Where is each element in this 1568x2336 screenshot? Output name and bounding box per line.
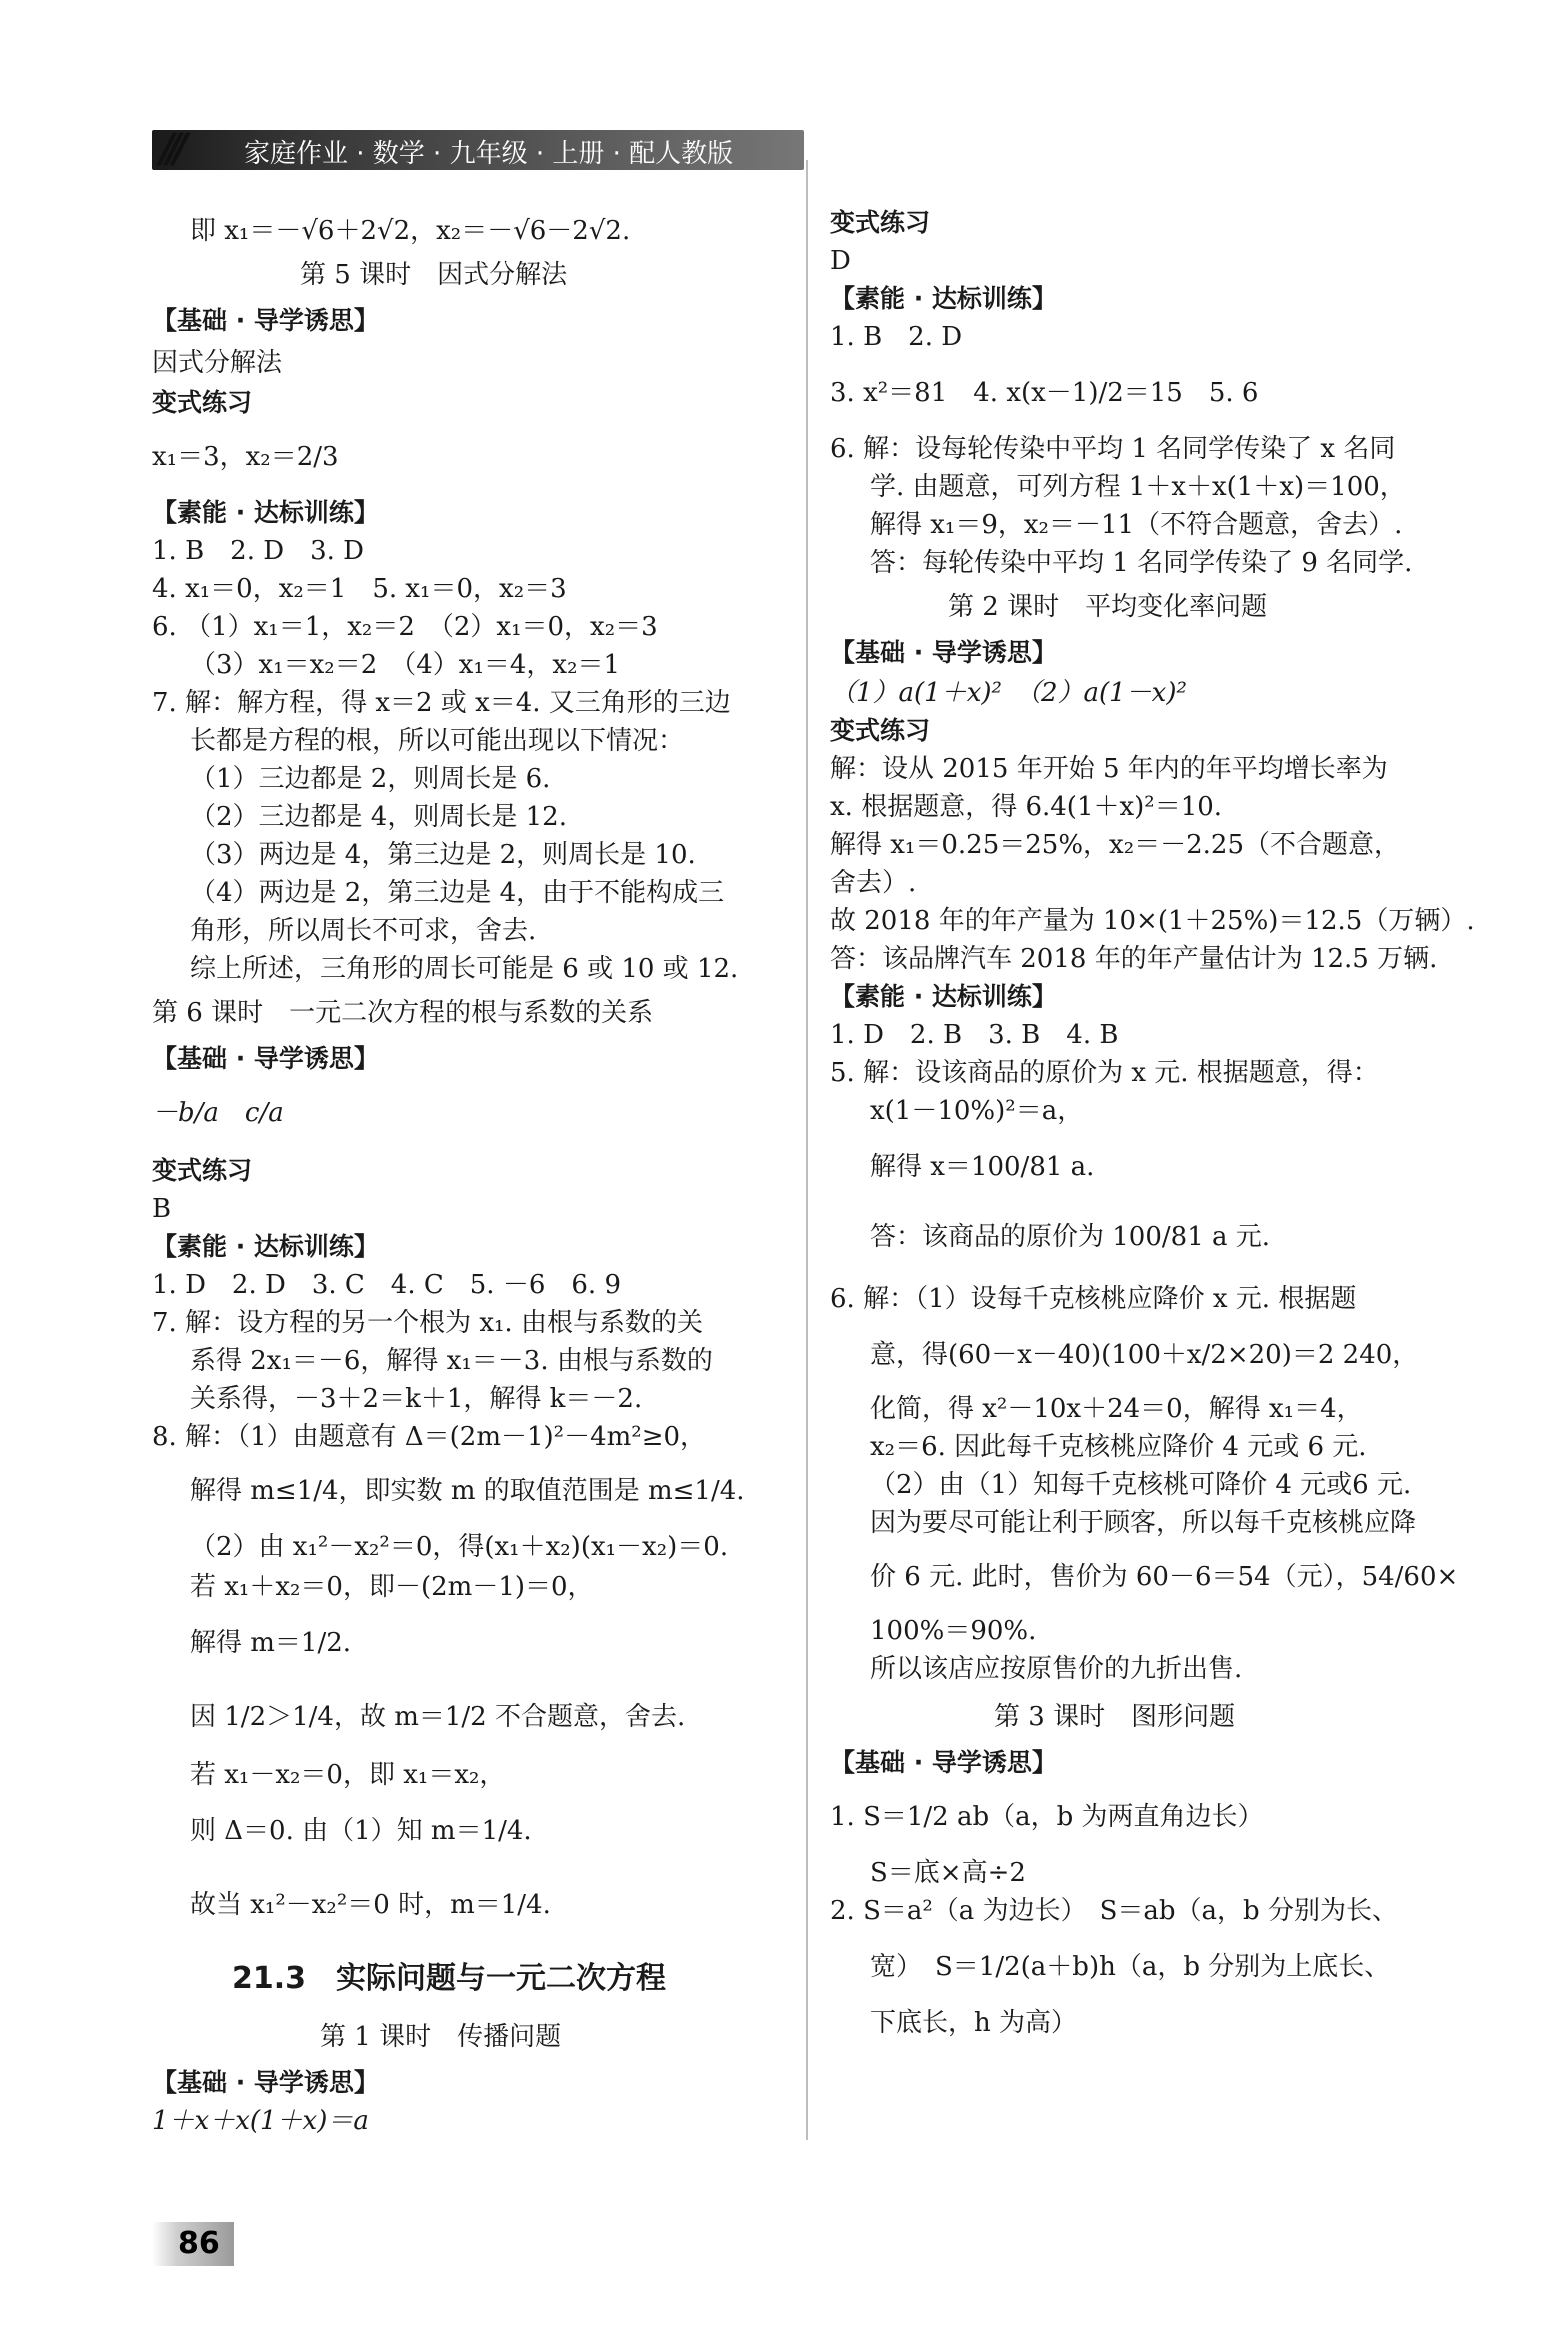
section-heading: 【基础 · 导学诱思】 <box>830 638 1057 667</box>
text-line: 因为要尽可能让利于顾客，所以每千克核桃应降 <box>870 1508 1417 1538</box>
page-number: 86 <box>178 2226 220 2261</box>
text-line: 所以该店应按原售价的九折出售. <box>870 1654 1243 1684</box>
column-divider <box>806 160 808 2140</box>
text-line: 系得 2x₁＝－6，解得 x₁＝－3. 由根与系数的 <box>190 1346 713 1376</box>
section-heading: 【素能 · 达标训练】 <box>830 982 1057 1011</box>
text-line: 角形，所以周长不可求，舍去. <box>190 916 537 946</box>
text-line: （2）由 x₁²－x₂²＝0，得(x₁＋x₂)(x₁－x₂)＝0. <box>190 1532 729 1562</box>
section-heading: 【基础 · 导学诱思】 <box>152 1044 379 1073</box>
text-line: 故当 x₁²－x₂²＝0 时，m＝1/4. <box>190 1890 551 1920</box>
text-line: 若 x₁＋x₂＝0，即－(2m－1)＝0， <box>190 1572 594 1602</box>
text-line: （1）a(1＋x)² （2）a(1－x)² <box>830 678 1187 708</box>
text-line: 1. D 2. D 3. C 4. C 5. －6 6. 9 <box>152 1270 621 1300</box>
text-line: （2）由（1）知每千克核桃可降价 4 元或6 元. <box>870 1470 1412 1500</box>
text-line: 4. x₁＝0，x₂＝1 5. x₁＝0，x₂＝3 <box>152 574 567 604</box>
section-heading: 【素能 · 达标训练】 <box>830 284 1057 313</box>
text-line: 1. S＝1/2 ab（a，b 为两直角边长） <box>830 1802 1264 1832</box>
text-line: （2）三边都是 4，则周长是 12. <box>190 802 567 832</box>
text-line: 解得 x₁＝9，x₂＝－11（不符合题意，舍去）. <box>870 510 1403 540</box>
section-title: 第 5 课时 因式分解法 <box>300 260 568 290</box>
text-line: 1. B 2. D <box>830 322 963 352</box>
text-line: x₁＝3，x₂＝2/3 <box>152 442 339 472</box>
text-line: 7. 解：解方程，得 x＝2 或 x＝4. 又三角形的三边 <box>152 688 731 718</box>
section-heading: 【基础 · 导学诱思】 <box>830 1748 1057 1777</box>
text-line: 7. 解：设方程的另一个根为 x₁. 由根与系数的关 <box>152 1308 703 1338</box>
text-line: 宽） S＝1/2(a＋b)h（a，b 分别为上底长、 <box>870 1952 1391 1982</box>
text-line: D <box>830 246 851 276</box>
text-line: －b/a c/a <box>152 1098 284 1128</box>
text-line: 答：该品牌汽车 2018 年的年产量估计为 12.5 万辆. <box>830 944 1438 974</box>
text-line: 关系得，－3＋2＝k＋1，解得 k＝－2. <box>190 1384 643 1414</box>
text-line: （1）三边都是 2，则周长是 6. <box>190 764 551 794</box>
section-heading: 【基础 · 导学诱思】 <box>152 2068 379 2097</box>
section-heading: 【素能 · 达标训练】 <box>152 1232 379 1261</box>
section-heading: 【素能 · 达标训练】 <box>152 498 379 527</box>
header-title: 家庭作业 · 数学 · 九年级 · 上册 · 配人教版 <box>244 139 734 169</box>
text-line: 6. （1）x₁＝1，x₂＝2 （2）x₁＝0，x₂＝3 <box>152 612 658 642</box>
text-line: 解得 x₁＝0.25＝25%，x₂＝－2.25（不合题意， <box>830 830 1401 860</box>
text-line: 下底长，h 为高） <box>870 2008 1078 2038</box>
section-title: 第 2 课时 平均变化率问题 <box>948 592 1268 622</box>
text-line: （4）两边是 2，第三边是 4，由于不能构成三 <box>190 878 725 908</box>
text-line: 则 Δ＝0. 由（1）知 m＝1/4. <box>190 1816 532 1846</box>
text-line: 8. 解：（1）由题意有 Δ＝(2m－1)²－4m²≥0， <box>152 1422 707 1452</box>
text-line: S＝底×高÷2 <box>870 1858 1026 1888</box>
text-line: 舍去）. <box>830 868 917 898</box>
text-line: 价 6 元. 此时，售价为 60－6＝54（元），54/60× <box>870 1562 1459 1592</box>
text-line: x. 根据题意，得 6.4(1＋x)²＝10. <box>830 792 1223 822</box>
section-heading: 变式练习 <box>830 208 931 237</box>
text-line: x(1－10%)²＝a， <box>870 1096 1084 1126</box>
text-line: x₂＝6. 因此每千克核桃应降价 4 元或 6 元. <box>870 1432 1367 1462</box>
text-line: 1＋x＋x(1＋x)＝a <box>152 2106 369 2136</box>
text-line: 5. 解：设该商品的原价为 x 元. 根据题意，得： <box>830 1058 1379 1088</box>
text-line: 因 1/2＞1/4，故 m＝1/2 不合题意，舍去. <box>190 1702 686 1732</box>
text-line: 综上所述，三角形的周长可能是 6 或 10 或 12. <box>190 954 739 984</box>
text-line: 即 x₁＝－√6＋2√2，x₂＝－√6－2√2. <box>190 216 631 246</box>
section-title: 第 6 课时 一元二次方程的根与系数的关系 <box>152 998 654 1028</box>
text-line: （3）x₁＝x₂＝2 （4）x₁＝4，x₂＝1 <box>190 650 621 680</box>
text-line: 解得 m＝1/2. <box>190 1628 352 1658</box>
text-line: 2. S＝a²（a 为边长） S＝ab（a，b 分别为长、 <box>830 1896 1398 1926</box>
text-line: 若 x₁－x₂＝0，即 x₁＝x₂， <box>190 1760 506 1790</box>
text-line: 6. 解：（1）设每千克核桃应降价 x 元. 根据题 <box>830 1284 1357 1314</box>
section-heading: 变式练习 <box>830 716 931 745</box>
text-line: 化简，得 x²－10x＋24＝0，解得 x₁＝4， <box>870 1394 1363 1424</box>
text-line: 解：设从 2015 年开始 5 年内的年平均增长率为 <box>830 754 1388 784</box>
text-line: 故 2018 年的年产量为 10×(1＋25%)＝12.5（万辆）. <box>830 906 1475 936</box>
text-line: B <box>152 1194 172 1224</box>
text-line: （3）两边是 4，第三边是 2，则周长是 10. <box>190 840 696 870</box>
section-heading: 变式练习 <box>152 1156 253 1185</box>
section-heading: 变式练习 <box>152 388 253 417</box>
text-line: 解得 m≤1/4，即实数 m 的取值范围是 m≤1/4. <box>190 1476 745 1506</box>
section-title: 第 3 课时 图形问题 <box>994 1702 1236 1732</box>
section-heading: 【基础 · 导学诱思】 <box>152 306 379 335</box>
text-line: 答：该商品的原价为 100/81 a 元. <box>870 1222 1271 1252</box>
text-line: 100%＝90%. <box>870 1616 1037 1646</box>
text-line: 学. 由题意，可列方程 1＋x＋x(1＋x)＝100， <box>870 472 1406 502</box>
chapter-title: 21.3 实际问题与一元二次方程 <box>232 1961 667 1996</box>
header-slashes: /// <box>160 126 180 172</box>
text-line: 1. B 2. D 3. D <box>152 536 365 566</box>
text-line: 答：每轮传染中平均 1 名同学传染了 9 名同学. <box>870 548 1413 578</box>
text-line: 长都是方程的根，所以可能出现以下情况： <box>190 726 685 756</box>
text-line: 意，得(60－x－40)(100＋x/2×20)＝2 240， <box>870 1340 1419 1370</box>
text-line: 1. D 2. B 3. B 4. B <box>830 1020 1119 1050</box>
text-line: 3. x²＝81 4. x(x－1)/2＝15 5. 6 <box>830 378 1259 408</box>
text-line: 6. 解：设每轮传染中平均 1 名同学传染了 x 名同 <box>830 434 1396 464</box>
text-line: 因式分解法 <box>152 348 283 378</box>
section-title: 第 1 课时 传播问题 <box>320 2022 562 2052</box>
text-line: 解得 x＝100/81 a. <box>870 1152 1095 1182</box>
